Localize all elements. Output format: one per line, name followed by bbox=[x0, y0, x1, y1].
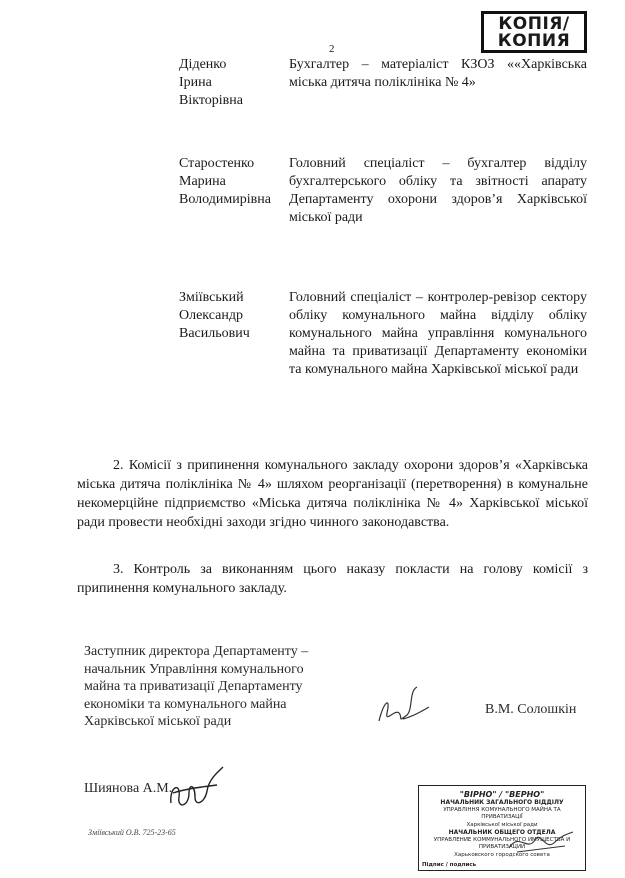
page-number: 2 bbox=[329, 43, 335, 55]
cert-stamp-line3: Харківської міської ради bbox=[466, 821, 538, 828]
signatory-name: В.М. Солошкін bbox=[485, 702, 577, 717]
executor-signature bbox=[165, 763, 227, 815]
member-name: Зміївський Олександр Васильович bbox=[179, 290, 250, 341]
member-name: Старостенко Марина Володимирівна bbox=[179, 156, 271, 207]
copy-stamp-line1: КОПІЯ/ bbox=[498, 14, 570, 34]
member-role: Головний спеціаліст – бухгалтер відділу бухгалтерського обліку та звітності апарату Департаменту охорони здоров’я Харківської міської ради bbox=[289, 156, 587, 225]
handwritten-signature bbox=[373, 683, 433, 733]
commission-member bbox=[179, 56, 589, 116]
cert-stamp-sign-label: Підпис / подпись bbox=[422, 862, 477, 868]
stamp-signature bbox=[505, 822, 575, 858]
executor-name: Шиянова А.М. bbox=[84, 781, 173, 796]
executor-contact: Зміївський О.В. 725-23-65 bbox=[88, 828, 176, 837]
cert-stamp-line1: НАЧАЛЬНИК ЗАГАЛЬНОГО ВІДДІЛУ bbox=[440, 799, 564, 806]
commission-member bbox=[179, 155, 589, 225]
commission-member bbox=[179, 289, 589, 399]
signatory-position: Заступник директора Департаменту – начальник Управління комунального майна та приватизації Департаменту економіки та комунального майна Харківської міської ради bbox=[84, 644, 309, 729]
member-name: Діденко Ірина Вікторівна bbox=[179, 57, 243, 108]
cert-stamp-line6: Харьковского городского совета bbox=[454, 851, 550, 858]
cert-stamp-line5: УПРАВЛЕНИЕ КОММУНАЛЬНОГО ИМУЩЕСТВА И ПРИВАТИЗАЦИИ bbox=[433, 836, 571, 850]
member-role: Головний спеціаліст – контролер-ревізор сектору обліку комунального майна відділу обліку комунального майна управління комунального майна та приватизації Департаменту економіки та комунального майна Харківської міської ради bbox=[289, 290, 587, 377]
paragraph-2: 2. Комісії з припинення комунального закладу охорони здоров’я «Харківська міська дитяча поліклініка № 4» шляхом реорганізації (перетворення) в комунальне некомерційне підприємство «Міська дитяча поліклініка № 4» Харківської міської ради провести необхідні заходи згідно чинного законодавства. bbox=[77, 458, 588, 530]
cert-stamp-title: "ВІРНО" / "ВЕРНО" bbox=[459, 790, 545, 799]
cert-stamp-line4: НАЧАЛЬНИК ОБЩЕГО ОТДЕЛА bbox=[448, 829, 556, 836]
copy-stamp-line2: КОПИЯ bbox=[497, 31, 571, 51]
cert-stamp-line2: УПРАВЛІННЯ КОМУНАЛЬНОГО МАЙНА ТА ПРИВАТИЗАЦІЇ bbox=[443, 806, 561, 820]
paragraph-3: 3. Контроль за виконанням цього наказу покласти на голову комісії з припинення комунального закладу. bbox=[77, 562, 588, 596]
member-role: Бухгалтер – матеріаліст КЗОЗ ««Харківська міська дитяча поліклініка № 4» bbox=[289, 57, 587, 90]
copy-stamp bbox=[481, 11, 587, 53]
